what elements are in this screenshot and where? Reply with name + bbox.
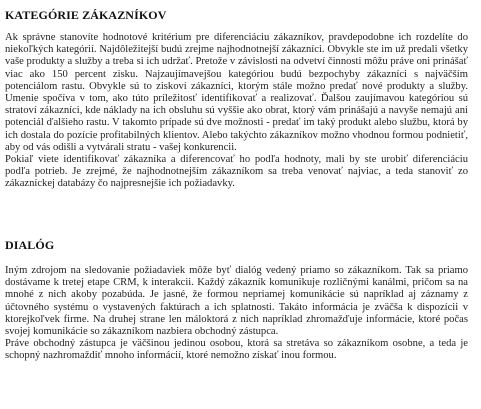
section-heading-kategorie: KATEGÓRIE ZÁKAZNÍKOV [5,8,167,22]
paragraph: Iným zdrojom na sledovanie požiadaviek môže byť dialóg vedený priamo so zákazníkom. Tak sa priamo dostávame k tretej etape CRM, k interakcii. Každý zákazník komunikuje rozličnými kanálmi, pričom sa na mnohé z nich akoby pozabúda. Je jasné, že formou nepriamej komunikácie sú napríklad aj záznamy z účtovného systému o vystavených faktúrach a ich splatnosti. Takáto informácia je zväčša k dispozícii v ktorejkoľvek firme. Na druhej strane len máloktorá z nich napríklad zhromažďuje informácie, ktoré počas svojej komunikácie so zákazníkom nazbiera obchodný zástupca. [5,265,468,338]
paragraph: Ak správne stanovíte hodnotové kritérium pre diferenciáciu zákazníkov, pravdepodobne ich rozdelíte do niekoľkých kategórií. Najdôležitejší budú zrejme najhodnotnejší zákazníci. Obvykle ste im už predali všetky vaše produkty a služby a treba si ich udržať. Pretože v závislosti na odvetví činnosti môžu práve oni prinášať viac ako 150 percent zisku. Najzaujímavejšou kategóriou budú bezpochyby zákazníci s najväčším potenciálom rastu. Obvykle sú to ziskoví zákazníci, ktorým stále možno predať nové produkty a služby. Umenie spočíva v tom, ako túto príležitosť identifikovať a realizovať. Ďalšou zaujímavou kategóriou sú stratoví zákazníci, kde náklady na ich obsluhu sú vyššie ako obrat, ktorý vám prinášajú a navyše nemajú ani potenciál ďalšieho rastu. V takomto prípade sú dve možnosti - predať im taký produkt alebo službu, ktorá by ich dostala do pozície profitabilných klientov. Alebo takýchto zákazníkov možno vhodnou formou podnietiť, aby od vás odišli a vytvárali stratu - vašej konkurencii. [5,32,468,153]
section-body-dialog [5,265,468,363]
section-body-kategorie [5,32,468,191]
paragraph: Pokiaľ viete identifikovať zákazníka a diferencovať ho podľa hodnoty, mali by ste urobiť diferenciáciu podľa potrieb. Je zrejmé, že najhodnotnejším zákazníkom sa treba venovať najviac, a teda stanoviť zo zákazníckej databázy čo najpresnejšie ich požiadavky. [5,154,468,190]
paragraph: Práve obchodný zástupca je väčšinou jedinou osobou, ktorá sa stretáva so zákazníkom osobne, a teda je schopný nazhromaždiť mnoho informácií, ktoré nemožno získať inou formou. [5,338,468,362]
section-heading-dialog: DIALÓG [5,238,55,252]
